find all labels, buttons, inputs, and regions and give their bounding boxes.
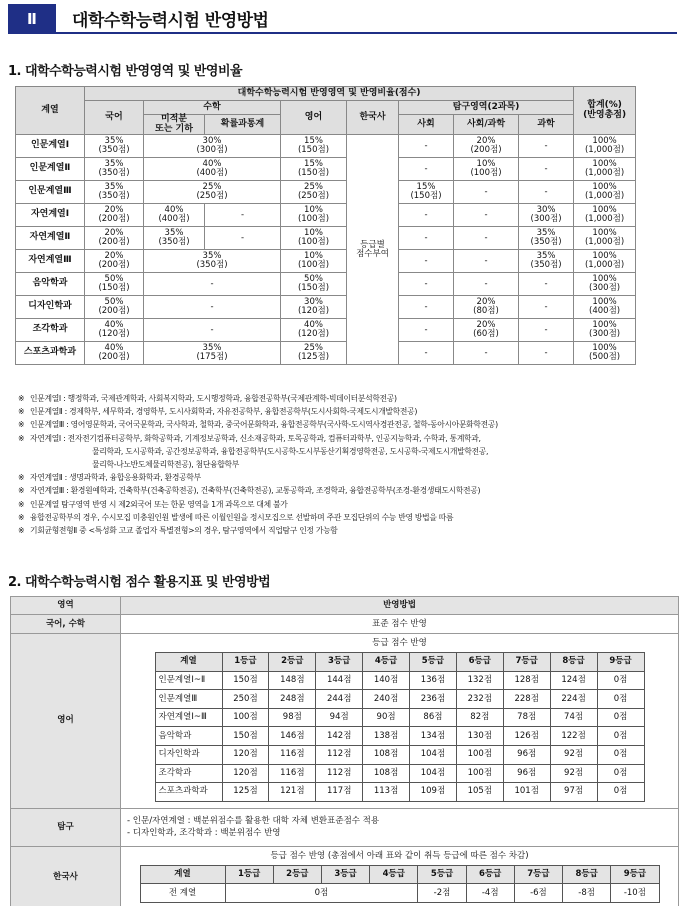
cell-total: 100% (1,000점) xyxy=(574,181,636,204)
history-grade-header xyxy=(140,865,659,884)
grade-score: 124점 xyxy=(550,671,597,690)
cell-english: 15% (150점) xyxy=(281,158,347,181)
grade-score: 0점 xyxy=(597,708,644,727)
grade-score: 116점 xyxy=(269,745,316,764)
grade-score: 90점 xyxy=(363,708,410,727)
header-group: 계열 xyxy=(16,87,85,135)
cell-science: 35% (350점) xyxy=(519,227,574,250)
grade-deduction: -4점 xyxy=(466,884,514,903)
note-mark: ※ xyxy=(18,420,25,430)
cell-social-science: 20% (80점) xyxy=(454,296,519,319)
history-grade-table xyxy=(140,865,660,903)
grade-score: 0점 xyxy=(597,745,644,764)
note-item xyxy=(18,418,668,431)
cell-math-calc: 40% (400점) xyxy=(144,204,205,227)
cell-total: 100% (400점) xyxy=(574,296,636,319)
header-math: 수학 xyxy=(144,101,281,115)
cell-math-stats: - xyxy=(205,204,281,227)
cell-math: - xyxy=(144,296,281,319)
cell-science: - xyxy=(519,342,574,365)
grade-score: 250점 xyxy=(222,690,269,709)
cell-math-stats: - xyxy=(205,227,281,250)
header-inquiry: 탐구영역(2과목) xyxy=(399,101,574,115)
grade-header-cell: 3등급 xyxy=(321,865,369,884)
cell-social: - xyxy=(399,296,454,319)
grade-deduction: -8점 xyxy=(563,884,611,903)
ratio-row xyxy=(16,227,636,250)
grade-score: 100점 xyxy=(456,745,503,764)
cell-english: 40% (120점) xyxy=(281,319,347,342)
inquiry-line-1: - 인문/자연계열 : 백분위점수를 활용한 대학 자체 변환표준점수 적용 xyxy=(127,816,380,827)
grade-score: 112점 xyxy=(316,764,363,783)
grade-header-cell: 계열 xyxy=(155,653,222,672)
grade-row-name: 스포츠과학과 xyxy=(155,783,222,802)
cell-social-science: - xyxy=(454,227,519,250)
cell-math: 30% (300점) xyxy=(144,135,281,158)
section1-title: 1. 대학수학능력시험 반영영역 및 반영비율 xyxy=(8,64,243,79)
section2-title: 2. 대학수학능력시험 점수 활용지표 및 반영방법 xyxy=(8,575,271,590)
grade-score: 150점 xyxy=(222,727,269,746)
grade-score: 98점 xyxy=(269,708,316,727)
score-method-table xyxy=(10,596,679,906)
ratio-row xyxy=(16,273,636,296)
inquiry-label: 탐구 xyxy=(11,808,121,846)
grade-score: 122점 xyxy=(550,727,597,746)
cell-math: 35% (175점) xyxy=(144,342,281,365)
history-label: 한국사 xyxy=(11,846,121,906)
cell-english: 25% (125점) xyxy=(281,342,347,365)
grade-header-cell: 4등급 xyxy=(363,653,410,672)
english-sub: 등급 점수 반영 xyxy=(372,638,427,648)
cell-math: 25% (250점) xyxy=(144,181,281,204)
grade-header-cell: 2등급 xyxy=(269,653,316,672)
cell-total: 100% (1,000점) xyxy=(574,135,636,158)
chapter-header xyxy=(8,4,677,34)
cell-math: 40% (400점) xyxy=(144,158,281,181)
cell-english: 30% (120점) xyxy=(281,296,347,319)
ratio-row xyxy=(16,319,636,342)
header-korean: 국어 xyxy=(85,101,144,135)
cell-science: - xyxy=(519,181,574,204)
header-area: 영역 xyxy=(11,597,121,615)
grade-score: 144점 xyxy=(316,671,363,690)
english-grade-row xyxy=(155,708,644,727)
note-item xyxy=(18,458,668,471)
grade-header-cell: 5등급 xyxy=(418,865,466,884)
note-text: 인문계열Ⅰ : 행정학과, 국제관계학과, 사회복지학과, 도시행정학과, 융합전공학부(국제관계학-빅데이터분석학전공) xyxy=(30,394,397,403)
cell-social: - xyxy=(399,273,454,296)
grade-score: 97점 xyxy=(550,783,597,802)
header-main: 대학수학능력시험 반영영역 및 반영비율(점수) xyxy=(85,87,574,101)
cell-english: 25% (250점) xyxy=(281,181,347,204)
note-text: 물리학과, 도시공학과, 공간정보공학과, 융합전공학부(도시공학-도시부동산기획경영학전공, 도시공학-국제도시개발학전공, xyxy=(92,446,489,456)
grade-score: 150점 xyxy=(222,671,269,690)
note-item xyxy=(18,511,668,524)
grade-score: 101점 xyxy=(503,783,550,802)
grade-score: 134점 xyxy=(410,727,457,746)
reflection-ratio-table xyxy=(15,86,636,365)
cell-social-science: - xyxy=(454,342,519,365)
grade-header-cell: 2등급 xyxy=(273,865,321,884)
grade-score: 128점 xyxy=(503,671,550,690)
grade-row-name: 전 계열 xyxy=(140,884,225,903)
grade-score: 228점 xyxy=(503,690,550,709)
grade-score: 109점 xyxy=(410,783,457,802)
grade-score: 78점 xyxy=(503,708,550,727)
row-group-name: 자연계열Ⅲ xyxy=(16,250,85,273)
grade-header-cell: 6등급 xyxy=(466,865,514,884)
cell-social-science: - xyxy=(454,250,519,273)
cell-english: 10% (100점) xyxy=(281,227,347,250)
grade-row-name: 인문계열Ⅲ xyxy=(155,690,222,709)
note-mark: ※ xyxy=(18,407,25,417)
cell-total: 100% (1,000점) xyxy=(574,158,636,181)
cell-social: - xyxy=(399,158,454,181)
grade-score: 232점 xyxy=(456,690,503,709)
grade-score: 140점 xyxy=(363,671,410,690)
cell-social: - xyxy=(399,250,454,273)
english-grade-row xyxy=(155,764,644,783)
cell-social-science: - xyxy=(454,181,519,204)
grade-score: 121점 xyxy=(269,783,316,802)
cell-social: - xyxy=(399,204,454,227)
grade-score: 105점 xyxy=(456,783,503,802)
cell-korean: 50% (200점) xyxy=(85,296,144,319)
grade-score: 108점 xyxy=(363,764,410,783)
grade-row-name: 조각학과 xyxy=(155,764,222,783)
ratio-row xyxy=(16,158,636,181)
cell-math: - xyxy=(144,273,281,296)
note-item xyxy=(18,445,668,458)
grade-row-name: 디자인학과 xyxy=(155,745,222,764)
grade-score: 125점 xyxy=(222,783,269,802)
cell-social-science: 20% (60점) xyxy=(454,319,519,342)
cell-english: 10% (100점) xyxy=(281,250,347,273)
grade-header-cell: 8등급 xyxy=(550,653,597,672)
header-math-calc: 미적분 또는 기하 xyxy=(144,115,205,135)
header-total: 합계(%) (반영총점) xyxy=(574,87,636,135)
header-social: 사회 xyxy=(399,115,454,135)
cell-korean: 50% (150점) xyxy=(85,273,144,296)
grade-header-cell: 계열 xyxy=(140,865,225,884)
grade-score: 0점 xyxy=(597,690,644,709)
cell-social: 15% (150점) xyxy=(399,181,454,204)
cell-korean: 20% (200점) xyxy=(85,204,144,227)
ratio-row xyxy=(16,204,636,227)
note-mark: ※ xyxy=(18,394,25,403)
note-item xyxy=(18,524,668,537)
grade-score: 104점 xyxy=(410,745,457,764)
korean-math-value: 표준 점수 반영 xyxy=(121,615,679,634)
grade-score: 0점 xyxy=(597,727,644,746)
row-group-name: 인문계열Ⅲ xyxy=(16,181,85,204)
grade-score: 136점 xyxy=(410,671,457,690)
note-mark: ※ xyxy=(18,433,25,443)
cell-social-science: - xyxy=(454,204,519,227)
cell-english: 50% (150점) xyxy=(281,273,347,296)
grade-row-name: 인문계열Ⅰ~Ⅱ xyxy=(155,671,222,690)
header-english: 영어 xyxy=(281,101,347,135)
note-item xyxy=(18,484,668,497)
chapter-number: Ⅱ xyxy=(8,4,56,34)
note-item xyxy=(18,471,668,484)
grade-header-cell: 4등급 xyxy=(370,865,418,884)
grade-header-cell: 9등급 xyxy=(597,653,644,672)
grade-row-name: 음악학과 xyxy=(155,727,222,746)
ratio-row xyxy=(16,250,636,273)
row-group-name: 음악학과 xyxy=(16,273,85,296)
grade-score: 100점 xyxy=(222,708,269,727)
cell-math-calc: 35% (350점) xyxy=(144,227,205,250)
grade-score: 126점 xyxy=(503,727,550,746)
cell-social: - xyxy=(399,227,454,250)
grade-score: 82점 xyxy=(456,708,503,727)
cell-science: 30% (300점) xyxy=(519,204,574,227)
note-mark: ※ xyxy=(18,499,25,509)
grade-score: 130점 xyxy=(456,727,503,746)
cell-total: 100% (300점) xyxy=(574,319,636,342)
cell-total: 100% (500점) xyxy=(574,342,636,365)
ratio-row xyxy=(16,181,636,204)
note-mark: ※ xyxy=(18,526,25,536)
grade-row-name: 자연계열Ⅰ~Ⅲ xyxy=(155,708,222,727)
row-group-name: 스포츠과학과 xyxy=(16,342,85,365)
note-text: 자연계열Ⅱ : 생명과학과, 융합응용화학과, 환경공학부 xyxy=(30,473,201,483)
grade-score: 248점 xyxy=(269,690,316,709)
grade-header-cell: 7등급 xyxy=(503,653,550,672)
grade-score: 120점 xyxy=(222,745,269,764)
grade-score: 236점 xyxy=(410,690,457,709)
grade-score: 112점 xyxy=(316,745,363,764)
cell-history: 등급별 점수부여 xyxy=(347,135,399,365)
cell-total: 100% (1,000점) xyxy=(574,250,636,273)
cell-social: - xyxy=(399,342,454,365)
history-grade-row xyxy=(140,884,659,903)
note-item xyxy=(18,432,668,445)
ratio-row xyxy=(16,342,636,365)
english-grade-row xyxy=(155,783,644,802)
cell-math: - xyxy=(144,319,281,342)
grade-score: 0점 xyxy=(597,671,644,690)
cell-math: 35% (350점) xyxy=(144,250,281,273)
grade-score: 117점 xyxy=(316,783,363,802)
row-group-name: 자연계열Ⅱ xyxy=(16,227,85,250)
cell-english: 10% (100점) xyxy=(281,204,347,227)
cell-total: 100% (1,000점) xyxy=(574,227,636,250)
grade-header-cell: 1등급 xyxy=(225,865,273,884)
cell-korean: 40% (200점) xyxy=(85,342,144,365)
note-text: 물리학-나노반도체물리학전공), 첨단융합학부 xyxy=(92,460,240,470)
grade-score: 92점 xyxy=(550,745,597,764)
grade-score: 240점 xyxy=(363,690,410,709)
grade-score: 148점 xyxy=(269,671,316,690)
cell-total: 100% (1,000점) xyxy=(574,204,636,227)
note-text: 기회균형전형Ⅱ 중 <특성화 고교 졸업자 특별전형>의 경우, 탐구영역에서 직업탐구 인정 가능함 xyxy=(30,526,338,536)
grade-score: 120점 xyxy=(222,764,269,783)
cell-social: - xyxy=(399,135,454,158)
cell-korean: 35% (350점) xyxy=(85,135,144,158)
note-mark: ※ xyxy=(18,512,25,522)
grade-score: 116점 xyxy=(269,764,316,783)
english-grade-row xyxy=(155,671,644,690)
grade-score: 132점 xyxy=(456,671,503,690)
english-grade-header xyxy=(155,653,644,672)
row-group-name: 디자인학과 xyxy=(16,296,85,319)
cell-science: - xyxy=(519,319,574,342)
grade-score: 86점 xyxy=(410,708,457,727)
grade-header-cell: 9등급 xyxy=(611,865,659,884)
grade-deduction: -2점 xyxy=(418,884,466,903)
row-group-name: 자연계열Ⅰ xyxy=(16,204,85,227)
ratio-row xyxy=(16,135,636,158)
row-group-name: 인문계열Ⅰ xyxy=(16,135,85,158)
grade-header-cell: 7등급 xyxy=(514,865,562,884)
cell-english: 15% (150점) xyxy=(281,135,347,158)
row-group-name: 조각학과 xyxy=(16,319,85,342)
note-item xyxy=(18,498,668,511)
grade-header-cell: 5등급 xyxy=(410,653,457,672)
grade-score: 96점 xyxy=(503,745,550,764)
cell-science: - xyxy=(519,273,574,296)
english-label: 영어 xyxy=(11,634,121,809)
note-mark: ※ xyxy=(18,473,25,483)
english-grade-row xyxy=(155,690,644,709)
cell-science: - xyxy=(519,135,574,158)
note-item xyxy=(18,392,668,405)
cell-social: - xyxy=(399,319,454,342)
grade-score: 224점 xyxy=(550,690,597,709)
notes-list xyxy=(18,392,668,537)
header-math-stats: 확률과통계 xyxy=(205,115,281,135)
korean-math-label: 국어, 수학 xyxy=(11,615,121,634)
chapter-title: 대학수학능력시험 반영방법 xyxy=(72,11,269,31)
cell-social-science: 10% (100점) xyxy=(454,158,519,181)
cell-science: - xyxy=(519,158,574,181)
grade-deduction: -10점 xyxy=(611,884,659,903)
cell-total: 100% (300점) xyxy=(574,273,636,296)
ratio-row xyxy=(16,296,636,319)
grade-score: 0점 xyxy=(597,783,644,802)
note-text: 인문계열 탐구영역 반영 시 제2외국어 또는 한문 영역을 1개 과목으로 대체 불가 xyxy=(30,499,288,509)
grade-score: 138점 xyxy=(363,727,410,746)
cell-korean: 35% (350점) xyxy=(85,158,144,181)
grade-header-cell: 3등급 xyxy=(316,653,363,672)
row-group-name: 인문계열Ⅱ xyxy=(16,158,85,181)
grade-score: 113점 xyxy=(363,783,410,802)
grade-score: 100점 xyxy=(456,764,503,783)
grade-deduction-1-4: 0점 xyxy=(225,884,418,903)
header-science: 과학 xyxy=(519,115,574,135)
english-grade-row xyxy=(155,727,644,746)
grade-header-cell: 1등급 xyxy=(222,653,269,672)
note-text: 융합전공학부의 경우, 수시모집 미충원인원 발생에 따른 이월인원을 정시모집으로 선발하며 주관 모집단위의 수능 반영 방법을 따름 xyxy=(30,512,454,522)
note-text: 자연계열Ⅰ : 전자전기컴퓨터공학부, 화학공학과, 기계정보공학과, 신소재공학과, 토목공학과, 컴퓨터과학부, 인공지능학과, 수학과, 통계학과, xyxy=(30,433,481,443)
grade-score: 146점 xyxy=(269,727,316,746)
cell-social-science: - xyxy=(454,273,519,296)
grade-header-cell: 6등급 xyxy=(456,653,503,672)
english-grade-table xyxy=(155,652,645,802)
grade-score: 142점 xyxy=(316,727,363,746)
cell-science: 35% (350점) xyxy=(519,250,574,273)
cell-social-science: 20% (200점) xyxy=(454,135,519,158)
grade-score: 108점 xyxy=(363,745,410,764)
grade-score: 244점 xyxy=(316,690,363,709)
cell-korean: 20% (200점) xyxy=(85,227,144,250)
grade-score: 104점 xyxy=(410,764,457,783)
inquiry-line-2: - 디자인학과, 조각학과 : 백분위점수 반영 xyxy=(127,828,281,839)
cell-korean: 35% (350점) xyxy=(85,181,144,204)
grade-score: 94점 xyxy=(316,708,363,727)
cell-korean: 40% (120점) xyxy=(85,319,144,342)
grade-score: 74점 xyxy=(550,708,597,727)
cell-science: - xyxy=(519,296,574,319)
note-mark: ※ xyxy=(18,486,25,496)
english-grade-row xyxy=(155,745,644,764)
grade-deduction: -6점 xyxy=(514,884,562,903)
note-text: 인문계열Ⅱ : 경제학부, 세무학과, 경영학부, 도시사회학과, 자유전공학부, 융합전공학부(도시사회학-국제도시개발학전공) xyxy=(30,407,418,417)
note-text: 인문계열Ⅲ : 영어영문학과, 국어국문학과, 국사학과, 철학과, 중국어문화학과, 융합전공학부(국사학-도시역사경관전공, 철학-동아시아문화학전공) xyxy=(30,420,498,430)
note-item xyxy=(18,405,668,418)
grade-header-cell: 8등급 xyxy=(563,865,611,884)
grade-score: 92점 xyxy=(550,764,597,783)
header-method: 반영방법 xyxy=(121,597,679,615)
header-history: 한국사 xyxy=(347,101,399,135)
history-sub: 등급 점수 반영 (총점에서 아래 표와 같이 취득 등급에 따른 점수 차감) xyxy=(270,850,529,861)
note-text: 자연계열Ⅲ : 환경원예학과, 건축학부(건축공학전공), 건축학부(건축학전공), 교통공학과, 조경학과, 융합전공학부(조경-환경생태도시학전공) xyxy=(30,486,481,496)
grade-score: 96점 xyxy=(503,764,550,783)
grade-score: 0점 xyxy=(597,764,644,783)
cell-korean: 20% (200점) xyxy=(85,250,144,273)
header-social-science: 사회/과학 xyxy=(454,115,519,135)
